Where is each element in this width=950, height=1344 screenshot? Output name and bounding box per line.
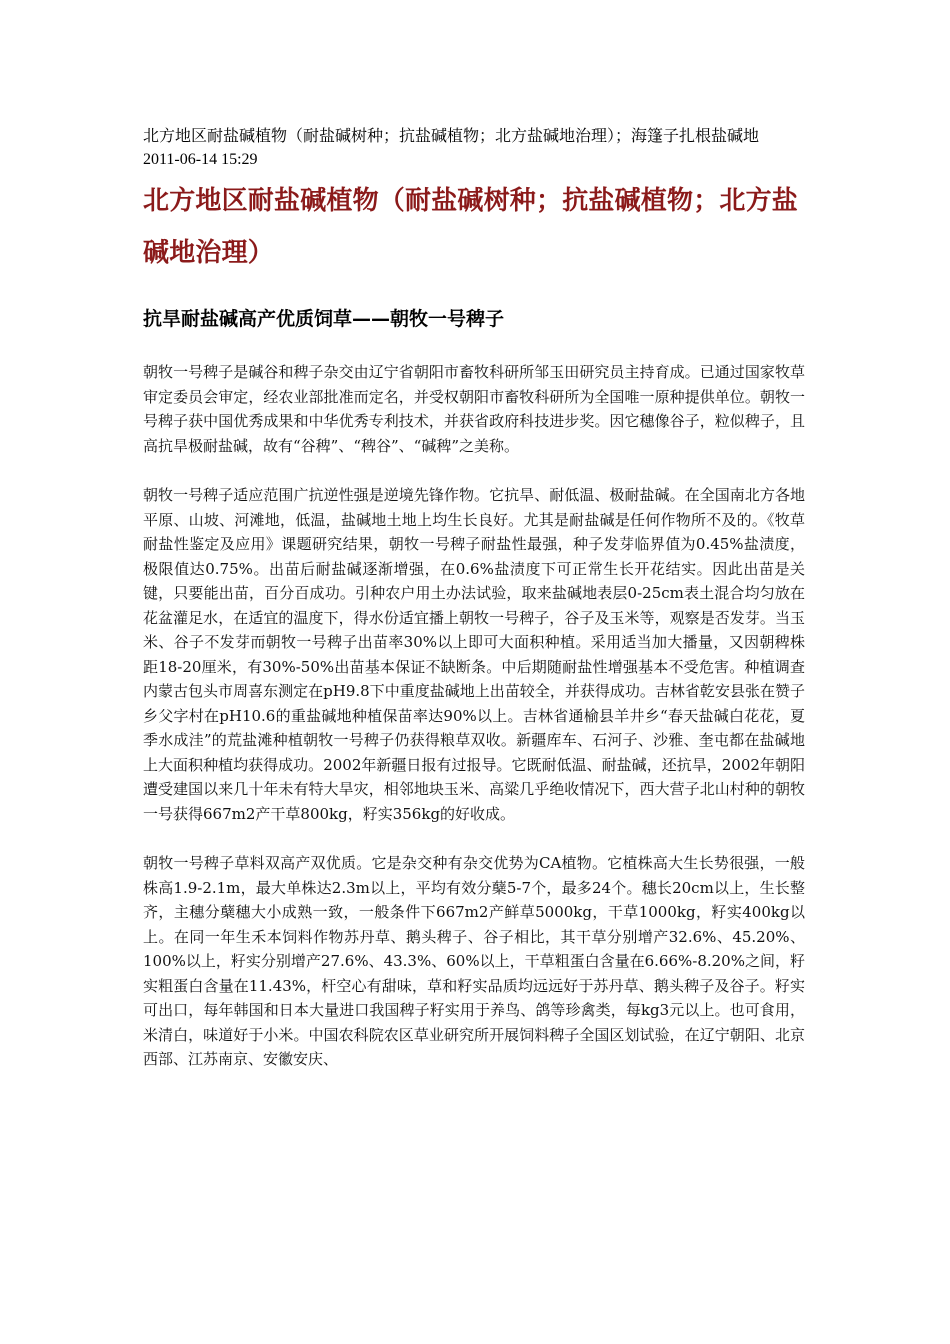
publish-date: 2011-06-14 15:29 <box>143 151 258 168</box>
paragraph-1: 朝牧一号稗子是碱谷和稗子杂交由辽宁省朝阳市畜牧科研所邹玉田研究员主持育成。已通过国家牧草审定委员会审定，经农业部批准而定名，并受权朝阳市畜牧科研所为全国唯一原种提供单位。朝牧一号稗子获中国优秀成果和中华优秀专利技术，并获省政府科技进步奖。因它穗像谷子，粒似稗子，且高抗旱极耐盐碱，故有“谷稗”、“稗谷”、“碱稗”之美称。 <box>143 363 805 455</box>
document-title: 北方地区耐盐碱植物（耐盐碱树种；抗盐碱植物；北方盐碱地治理）；海篷子扎根盐碱地 <box>143 126 760 145</box>
article-subheading: 抗旱耐盐碱高产优质饲草——朝牧一号稗子 <box>143 308 505 330</box>
document-page <box>143 122 805 1072</box>
article-heading: 北方地区耐盐碱植物（耐盐碱树种；抗盐碱植物；北方盐碱地治理） <box>143 186 799 268</box>
paragraph-3: 朝牧一号稗子草料双高产双优质。它是杂交种有杂交优势为CA植物。它植株高大生长势很强，一般株高1.9-2.1m，最大单株达2.3m以上，平均有效分蘖5-7个，最多24个。穗长20cm以上，生长整齐，主穗分蘖穗大小成熟一致，一般条件下667m2产鲜草5000kg，干草1000kg，籽实400kg以上。在同一年生禾本饲料作物苏丹草、鹅头稗子、谷子相比，其干草分别增产32.6%、45.20%、100%以上，籽实分别增产27.6%、43.3%、60%以上，干草粗蛋白含量在6.66%-8.20%之间，籽实粗蛋白含量在11.43%，杆空心有甜味，草和籽实品质均远远好于苏丹草、鹅头稗子及谷子。籽实可出口，每年韩国和日本大量进口我国稗子籽实用于养鸟、鸽等珍禽类，每kg3元以上。也可食用，米清白，味道好于小米。中国农科院农区草业研究所开展饲料稗子全国区划试验，在辽宁朝阳、北京西部、江苏南京、安徽安庆、 <box>143 854 805 1068</box>
paragraph-2: 朝牧一号稗子适应范围广抗逆性强是逆境先锋作物。它抗旱、耐低温、极耐盐碱。在全国南北方各地平原、山坡、河滩地，低温，盐碱地土地上均生长良好。尤其是耐盐碱是任何作物所不及的。《牧草耐盐性鉴定及应用》课题研究结果，朝牧一号稗子耐盐性最强，种子发芽临界值为0.45%盐渍度，极限值达0.75%。出苗后耐盐碱逐渐增强，在0.6%盐渍度下可正常生长开花结实。因此出苗是关键，只要能出苗，百分百成功。引种农户用土办法试验，取来盐碱地表层0-25cm表土混合均匀放在花盆灌足水，在适宜的温度下，得水份适宜播上朝牧一号稗子，谷子及玉米等，观察是否发芽。当玉米、谷子不发芽而朝牧一号稗子出苗率30%以上即可大面积种植。采用适当加大播量，又因朝稗株距18-20厘米，有30%-50%出苗基本保证不缺断条。中后期随耐盐性增强基本不受危害。种植调查内蒙古包头市周喜东测定在pH9.8下中重度盐碱地上出苗较全，并获得成功。吉林省乾安县张在赞子乡父字村在pH10.6的重盐碱地种植保苗率达90%以上。吉林省通榆县羊井乡“春天盐碱白花花，夏季水成洼”的荒盐滩种植朝牧一号稗子仍获得粮草双收。新疆库车、石河子、沙雅、奎屯都在盐碱地上大面积种植均获得成功。2002年新疆日报有过报导。它既耐低温、耐盐碱，还抗旱，2002年朝阳遭受建国以来几十年未有特大旱灾，相邻地块玉米、高粱几乎绝收情况下，西大营子北山村种的朝牧一号获得667m2产干草800kg，籽实356kg的好收成。 <box>143 486 805 823</box>
